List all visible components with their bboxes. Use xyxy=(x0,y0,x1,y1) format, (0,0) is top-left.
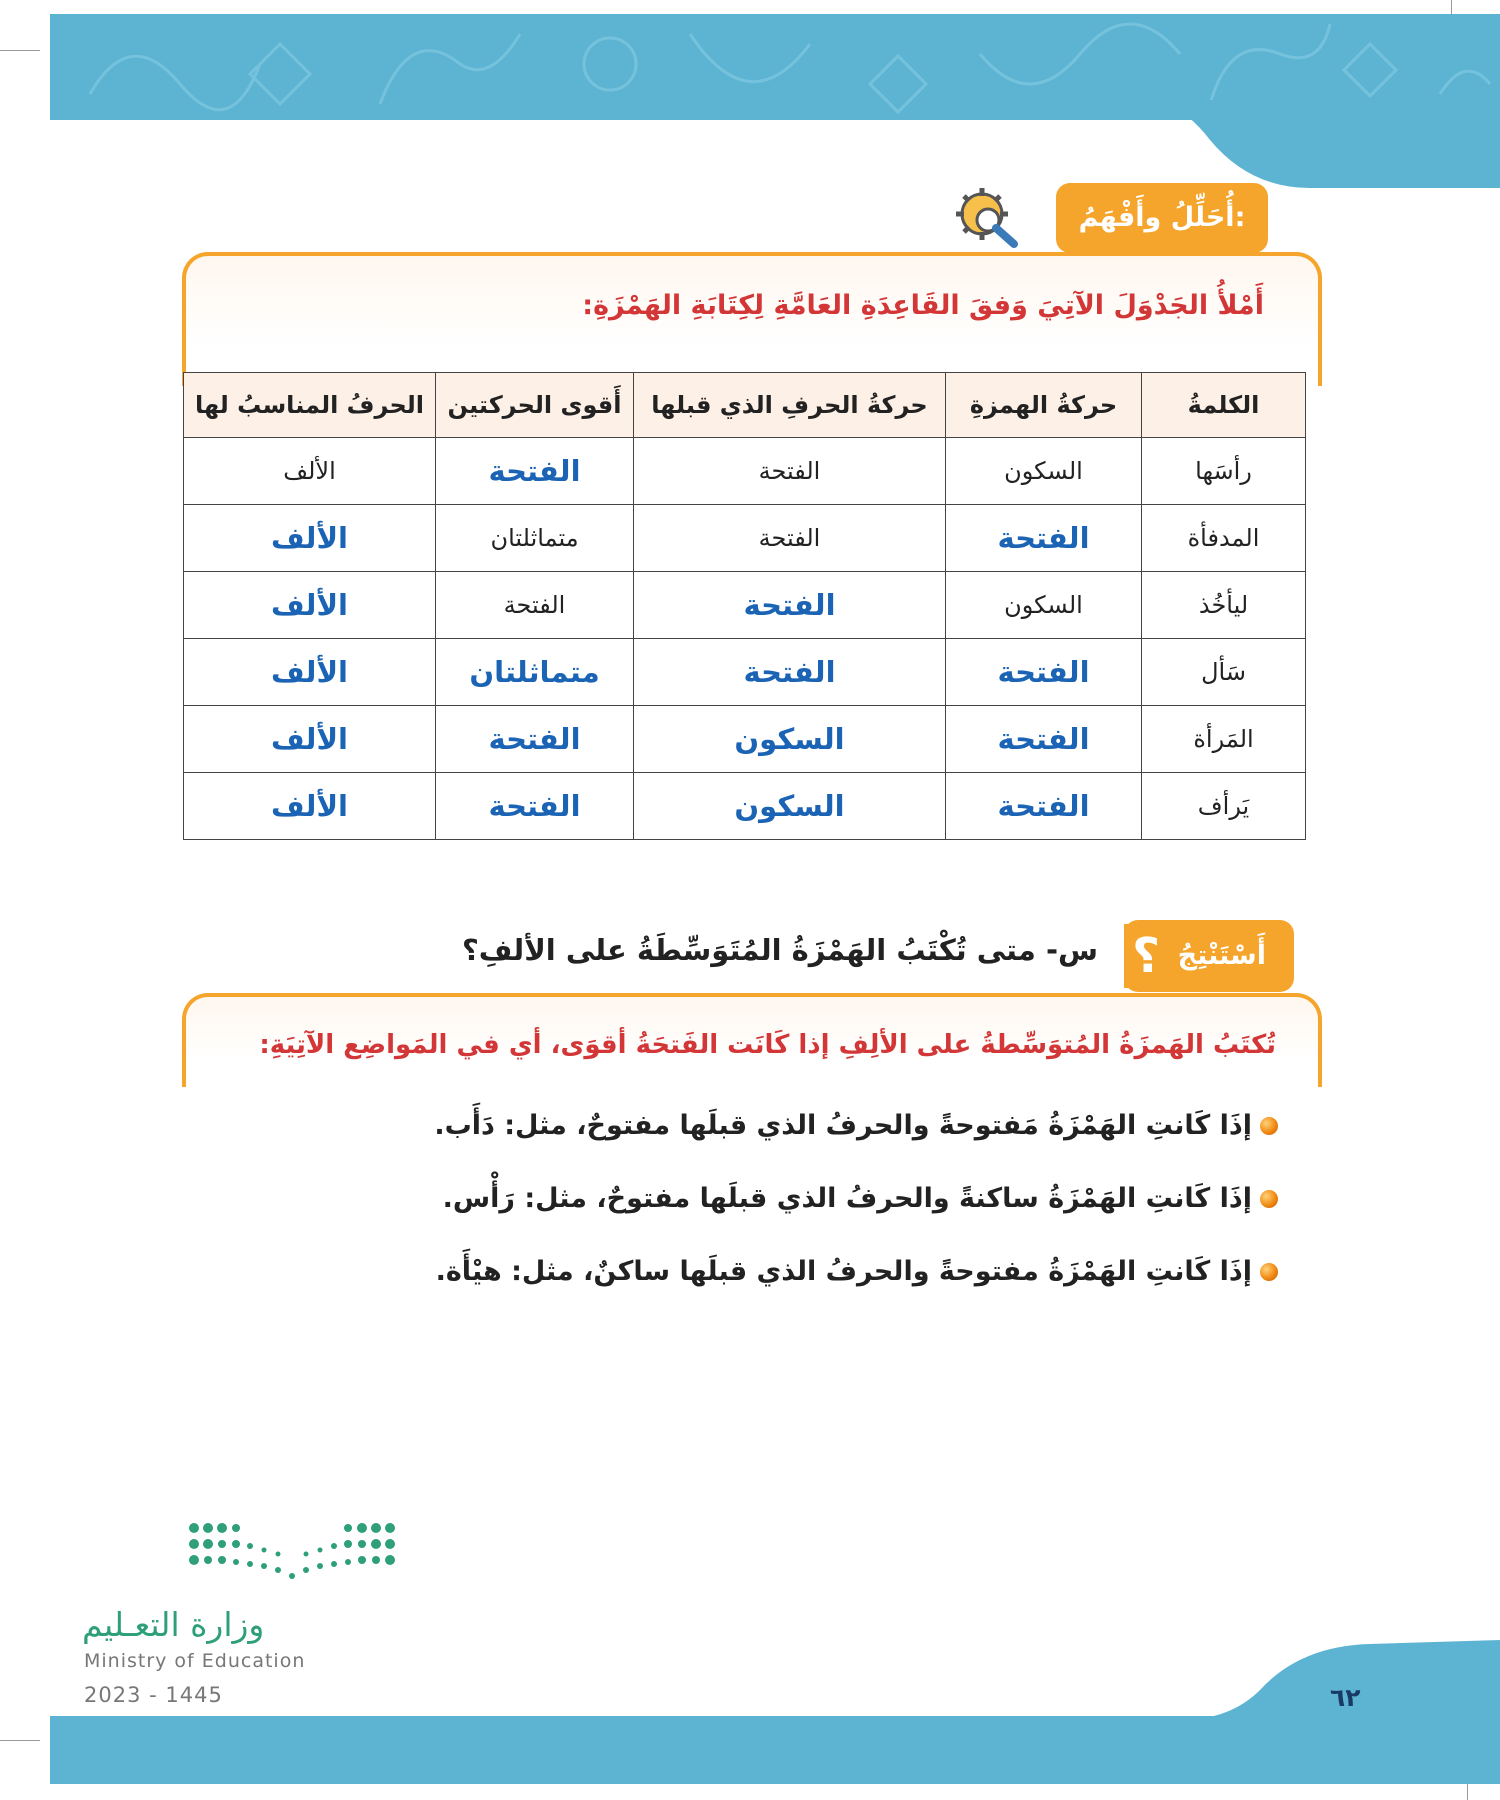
cell-stronger-vowel: الفتحة xyxy=(436,706,634,773)
cell-stronger-vowel: الفتحة xyxy=(436,438,634,505)
bullet-icon xyxy=(1260,1190,1278,1208)
rule-item xyxy=(436,1256,1278,1287)
cell-suitable-letter: الألف xyxy=(184,639,436,706)
cell-word: رأسَها xyxy=(1142,438,1306,505)
table-header-row xyxy=(184,373,1306,438)
cell-suitable-letter: الألف xyxy=(184,572,436,639)
banner-curve xyxy=(1140,100,1500,190)
cell-hamza-vowel: الفتحة xyxy=(946,639,1142,706)
rule-text: إذَا كَانتِ الهَمْزَةُ مفتوحةً والحرفُ الذي قبلَها ساكنٌ، مثل: هيْأَة. xyxy=(435,1256,1252,1287)
table-row xyxy=(184,639,1306,706)
rule-item xyxy=(434,1110,1278,1141)
answer-heading: تُكتَبُ الهَمزَةُ المُتوَسِّطةُ على الألِفِ إذا كَانَت الفَتحَةُ أقوَى، أي في المَواضِع الآتِيَةِ: xyxy=(259,1030,1276,1060)
bullet-icon xyxy=(1260,1263,1278,1281)
cell-stronger-vowel: الفتحة xyxy=(436,773,634,840)
table-instruction: أَمْلأُ الجَدْوَلَ الآتِيَ وَفقَ القَاعِدَةِ العَامَّةِ لِكِتَابَةِ الهَمْزَةِ: xyxy=(582,290,1264,321)
table-row xyxy=(184,505,1306,572)
ministry-logo-icon xyxy=(186,1520,400,1590)
cell-stronger-vowel: متماثلتان xyxy=(436,639,634,706)
cell-hamza-vowel: الفتحة xyxy=(946,505,1142,572)
rule-item xyxy=(443,1183,1278,1214)
header-suitable-letter: الحرفُ المناسبُ لها xyxy=(184,373,436,438)
cell-preceding-vowel: السكون xyxy=(634,706,946,773)
cell-word: سَأل xyxy=(1142,639,1306,706)
cell-word: المَرأة xyxy=(1142,706,1306,773)
cell-stronger-vowel: متماثلتان xyxy=(436,505,634,572)
crop-mark xyxy=(0,50,40,51)
cell-preceding-vowel: الفتحة xyxy=(634,438,946,505)
ministry-name-arabic: وزارة التعـليم xyxy=(82,1605,265,1644)
cell-hamza-vowel: الفتحة xyxy=(946,773,1142,840)
cell-preceding-vowel: الفتحة xyxy=(634,639,946,706)
table-row xyxy=(184,706,1306,773)
cell-preceding-vowel: الفتحة xyxy=(634,505,946,572)
cell-hamza-vowel: السكون xyxy=(946,438,1142,505)
table-row xyxy=(184,438,1306,505)
hamza-table xyxy=(183,372,1306,840)
cell-suitable-letter: الألف xyxy=(184,438,436,505)
cell-hamza-vowel: الفتحة xyxy=(946,706,1142,773)
cell-stronger-vowel: الفتحة xyxy=(436,572,634,639)
question-mark-icon: ؟ xyxy=(1124,924,1168,988)
rule-text: إذَا كَانتِ الهَمْزَةُ مَفتوحةً والحرفُ الذي قبلَها مفتوحٌ، مثل: دَأَب. xyxy=(434,1110,1252,1141)
cell-suitable-letter: الألف xyxy=(184,706,436,773)
cell-word: المدفأة xyxy=(1142,505,1306,572)
header-preceding-vowel: حركةُ الحرفِ الذي قبلها xyxy=(634,373,946,438)
cell-preceding-vowel: السكون xyxy=(634,773,946,840)
header-stronger-vowel: أَقوى الحركتين xyxy=(436,373,634,438)
ministry-name-english: Ministry of Education xyxy=(84,1650,306,1672)
bullet-icon xyxy=(1260,1117,1278,1135)
cell-word: يَرأف xyxy=(1142,773,1306,840)
magnifier-gear-icon xyxy=(956,186,1030,250)
section-tab-analyze xyxy=(1056,183,1268,253)
crop-mark xyxy=(0,1740,40,1741)
page-number: ٦٢ xyxy=(1330,1683,1361,1712)
header-hamza-vowel: حركةُ الهمزةِ xyxy=(946,373,1142,438)
table-row xyxy=(184,773,1306,840)
section-label: أُحَلِّلُ وأَفْهَمُ: xyxy=(1078,202,1246,233)
cell-suitable-letter: الألف xyxy=(184,505,436,572)
edition-year: 2023 - 1445 xyxy=(84,1683,223,1707)
cell-suitable-letter: الألف xyxy=(184,773,436,840)
conclude-question: س- متى تُكْتَبُ الهَمْزَةُ المُتَوَسِّطَةُ على الألفِ؟ xyxy=(461,933,1098,967)
rule-text: إذَا كَانتِ الهَمْزَةُ ساكنةً والحرفُ الذي قبلَها مفتوحٌ، مثل: رَأْس. xyxy=(442,1183,1252,1214)
cell-preceding-vowel: الفتحة xyxy=(634,572,946,639)
table-row xyxy=(184,572,1306,639)
conclude-label: أَسْتَنْتِجُ xyxy=(1177,940,1266,971)
cell-hamza-vowel: السكون xyxy=(946,572,1142,639)
cell-word: ليأخُذ xyxy=(1142,572,1306,639)
header-word: الكلمةُ xyxy=(1142,373,1306,438)
bottom-band xyxy=(50,1716,1500,1784)
